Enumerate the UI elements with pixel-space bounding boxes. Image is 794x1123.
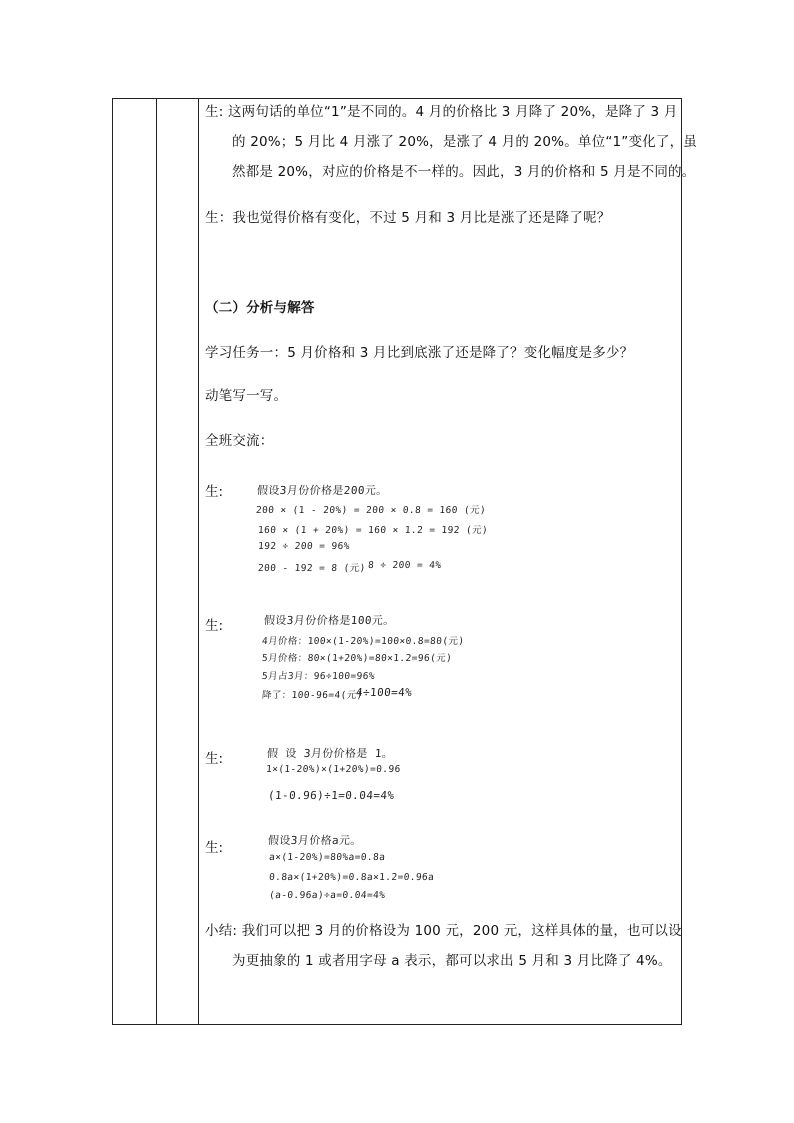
student-2-line: 降了：100-96=4(元): [261, 690, 364, 701]
student-1-line: 200 - 192 = 8 (元): [257, 563, 367, 574]
student-1-label: 生:: [205, 484, 224, 500]
student-3-line: 假 设 3月份价格是 1。: [266, 747, 394, 760]
dialogue-line-2: 的 20%；5 月比 4 月涨了 20%，是涨了 4 月的 20%。单位“1”变化了，虽: [232, 134, 697, 150]
exchange-label: 全班交流：: [205, 433, 274, 449]
dialogue-line-4: 生：我也觉得价格有变化，不过 5 月和 3 月比是涨了还是降了呢？: [205, 210, 611, 226]
student-3-label: 生:: [205, 751, 224, 767]
student-1-line: 192 ÷ 200 = 96%: [257, 541, 351, 552]
column-divider-1: [156, 99, 157, 1024]
student-3-line: (1-0.96)÷1=0.04=4%: [267, 789, 395, 802]
student-4-line: (a-0.96a)÷a=0.04=4%: [268, 890, 386, 901]
instruction-text: 动笔写一写。: [205, 388, 288, 404]
student-3-line: 1×(1-20%)×(1+20%)=0.96: [265, 764, 402, 775]
student-2-line: 5月占3月：96÷100=96%: [261, 671, 376, 682]
student-4-line: 假设3月价格a元。: [267, 834, 363, 847]
dialogue-line-1: 生: 这两句话的单位“1”是不同的。4 月的价格比 3 月降了 20%，是降了 3 月: [205, 104, 678, 120]
student-4-label: 生:: [205, 840, 224, 856]
student-2-line: 4÷100=4%: [355, 686, 413, 699]
summary-line-1: 小结: 我们可以把 3 月的价格设为 100 元，200 元，这样具体的量，也可以设: [205, 923, 682, 939]
student-2-line: 5月价格：80×(1+20%)=80×1.2=96(元): [261, 653, 453, 664]
student-2-label: 生:: [205, 618, 224, 634]
student-1-line: 假设3月份价格是200元。: [256, 484, 389, 497]
summary-line-2: 为更抽象的 1 或者用字母 a 表示，都可以求出 5 月和 3 月比降了 4%。: [232, 953, 672, 969]
student-2-line: 4月价格：100×(1-20%)=100×0.8=80(元): [261, 636, 465, 647]
student-4-line: 0.8a×(1+20%)=0.8a×1.2=0.96a: [268, 872, 435, 883]
section-heading: （二）分析与解答: [205, 300, 315, 316]
student-4-line: a×(1-20%)=80%a=0.8a: [268, 852, 386, 863]
column-divider-2: [198, 99, 199, 1024]
student-2-line: 假设3月份价格是100元。: [263, 614, 396, 627]
student-1-line: 200 × (1 - 20%) = 200 × 0.8 = 160 (元): [255, 505, 487, 516]
task-text: 学习任务一：5 月价格和 3 月比到底涨了还是降了？变化幅度是多少？: [205, 345, 634, 361]
dialogue-line-3: 然都是 20%，对应的价格是不一样的。因此，3 月的价格和 5 月是不同的。: [232, 164, 696, 180]
student-1-line: 160 × (1 + 20%) = 160 × 1.2 = 192 (元): [257, 525, 489, 536]
student-1-line: 8 ÷ 200 = 4%: [367, 560, 442, 571]
